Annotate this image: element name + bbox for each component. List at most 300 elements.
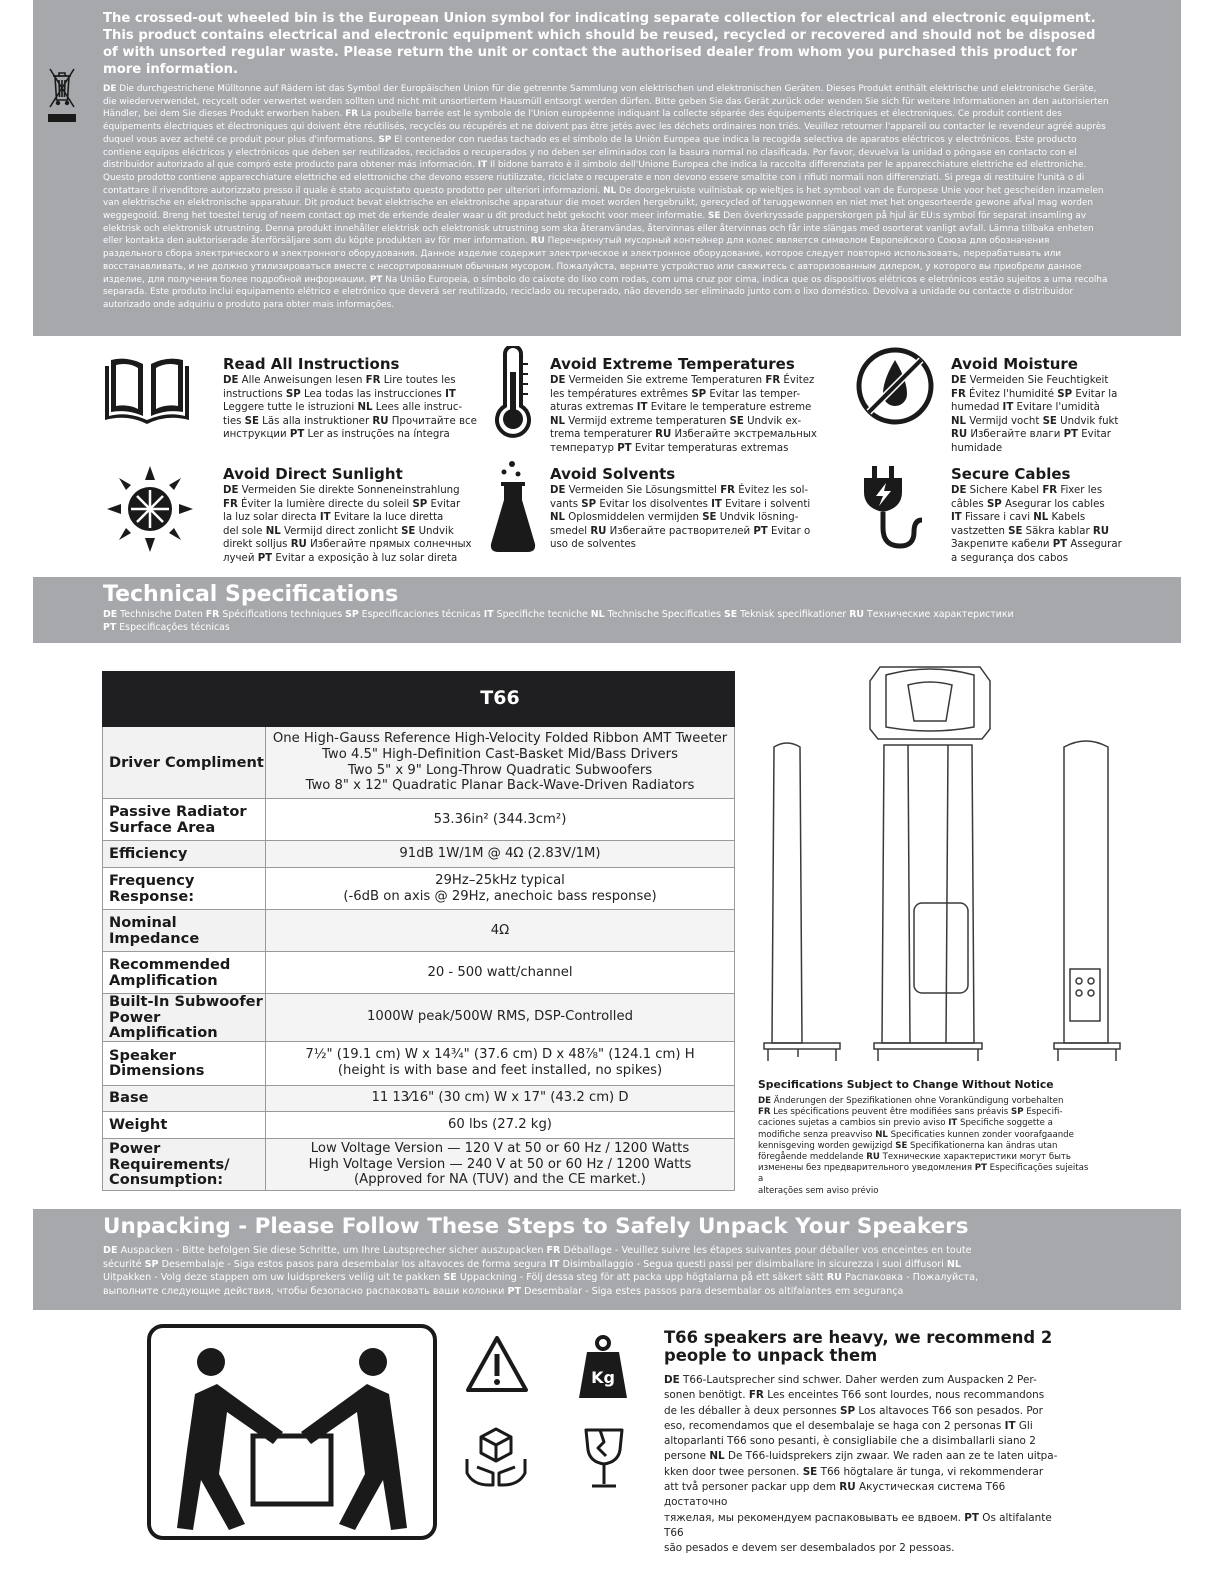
language-code: FR bbox=[720, 485, 735, 496]
language-code: FR bbox=[765, 375, 781, 386]
spec-value bbox=[266, 994, 735, 1042]
language-code: RU bbox=[839, 1481, 856, 1494]
translation-text: Die durchgestrichene Mülltonne auf Rädern ist das Symbol der Europäischen Union für die getrennte Sammlung von elektrischen und elektronischen Geräten. Dieses Produkt enthält elektrische und elektronische Geräte, die wiederverwendet, recycelt oder verwertet werden sollten und nicht mit unsortiertem Hausmüll entsorgt werden dürfen. Bitte geben Sie das Gerät zurück oder wenden Sie sich für weitere Informationen an den autorisierten Händler, bei dem Sie dieses Produkt erworben haben. bbox=[103, 84, 1109, 120]
language-code: DE bbox=[103, 1245, 118, 1256]
plug-cable-icon bbox=[862, 466, 926, 558]
language-code: NL bbox=[550, 415, 566, 427]
translation-text: Fixer les bbox=[1057, 485, 1103, 496]
translation-text: sonen benötigt. bbox=[664, 1389, 749, 1402]
text-line bbox=[103, 1271, 1111, 1285]
translation-text: Закрепите кабели bbox=[951, 539, 1053, 551]
weee-lead-text: The crossed-out wheeled bin is the European Union symbol for indicating separate collection for electrical and electronic equipment. This product contains electrical and electronic equipment which should be reused, recycled or recovered and should not be disposed of with unsorted regular waste. Please return the unit or contact the authorised dealer from whom you purchased this product for more information. bbox=[103, 11, 1096, 77]
text-line bbox=[951, 442, 1151, 456]
no-moisture-icon bbox=[855, 346, 935, 426]
translation-text: Säkra kablar bbox=[1022, 525, 1093, 537]
language-code: RU bbox=[655, 429, 672, 441]
heavy-title-line: T66 speakers are heavy, we recommend 2 bbox=[664, 1328, 1053, 1347]
text-line bbox=[664, 1419, 1064, 1434]
spec-header-blank bbox=[103, 672, 266, 727]
translation-text: тяжелая, мы рекомендуем распаковывать ее вдвоем. bbox=[664, 1511, 965, 1524]
language-code: PT bbox=[617, 442, 632, 454]
language-code: IT bbox=[948, 1118, 958, 1129]
text-line bbox=[664, 1373, 1064, 1388]
language-code: SE bbox=[802, 1465, 818, 1478]
translation-text: a segurança dos cabos bbox=[951, 552, 1069, 564]
warning-title: Secure Cables bbox=[951, 465, 1071, 483]
spec-label bbox=[103, 952, 266, 994]
translation-text: температур bbox=[550, 442, 618, 454]
language-code: SP bbox=[691, 388, 707, 400]
warning-title: Avoid Direct Sunlight bbox=[223, 465, 403, 483]
heavy-notice-translations bbox=[664, 1373, 1064, 1557]
language-code: RU bbox=[530, 236, 545, 247]
language-code: SE bbox=[1008, 525, 1023, 537]
text-line bbox=[550, 511, 835, 525]
translation-text: são pesados e devem ser desembalados por 2 pessoas. bbox=[664, 1542, 955, 1555]
spec-value-line: (height is with base and feet installed, no spikes) bbox=[337, 1063, 663, 1079]
fragile-glass-icon bbox=[582, 1426, 626, 1490]
translation-text: Disimballaggio - Segua questi passi per disimballare in sicurezza i suoi diffusori bbox=[559, 1258, 947, 1270]
spec-row bbox=[103, 1138, 735, 1190]
translation-text: Избегайте влаги bbox=[967, 429, 1064, 441]
language-code: IT bbox=[477, 160, 488, 171]
spec-row bbox=[103, 1085, 735, 1111]
language-code: SP bbox=[378, 134, 392, 145]
warning-secure-cables bbox=[951, 465, 1151, 566]
spec-row bbox=[103, 841, 735, 868]
translation-text: Vermeiden Sie Lösungsmittel bbox=[565, 485, 721, 496]
language-code: SP bbox=[1011, 1107, 1024, 1118]
translation-text: Assegurar bbox=[1067, 539, 1122, 551]
language-code: IT bbox=[636, 402, 648, 414]
unpacking-band bbox=[33, 1209, 1181, 1310]
text-line bbox=[223, 538, 493, 552]
language-code: SP bbox=[412, 498, 428, 510]
heavy-title-line: people to unpack them bbox=[664, 1345, 878, 1365]
tech-spec-translations bbox=[103, 609, 1111, 634]
text-line bbox=[223, 428, 483, 442]
translation-text: Перечеркнутый мусорный контейнер для колес является символом Европейского Союза для обозначения раздельного сбора электрического и электронного оборудования. Данное изделие содержит электрическое и электронное оборудование, которое следует повторно использовать, перерабатывать или восстанавливать, и не должно утилизироваться вместе с несортированным обычным мусором. Пожалуйста, верните устройство или свяжитесь с авторизованным дилером, у которого вы приобрели данное изделие, для получения более подробной информации. bbox=[103, 236, 1082, 285]
spec-value bbox=[266, 1085, 735, 1111]
spec-value-line: (-6dB on axis @ 29Hz, anechoic bass response) bbox=[343, 888, 657, 904]
language-code: SE bbox=[895, 1140, 908, 1151]
spec-value-line: 7½" (19.1 cm) W x 14¾" (37.6 cm) D x 48⅞" (124.1 cm) H bbox=[305, 1047, 695, 1063]
warning-title: Avoid Solvents bbox=[550, 465, 676, 483]
text-line bbox=[223, 484, 493, 498]
text-line bbox=[951, 498, 1151, 512]
spec-value bbox=[266, 910, 735, 952]
translation-text: La poubelle barrée est le symbole de l'Union européenne indiquant la collecte séparée des équipements électriques et électroniques. Ce produit contient des équipements électriques et électroniques qui doivent être réutilisés, recyclés ou récupérés et ne doivent pas être jetés avec les déchets ordinaires non triés. Veuillez retourner l'appareil ou contacter le revendeur agréé auprès duquel vous avez acheté ce produit pour plus d'informations. bbox=[103, 109, 1106, 145]
warning-direct-sunlight bbox=[223, 465, 493, 566]
translation-text: Oplosmiddelen vermijden bbox=[565, 512, 703, 524]
translation-text: Распаковка - Пожалуйста, bbox=[841, 1272, 979, 1284]
text-line bbox=[664, 1449, 1064, 1464]
language-code: NL bbox=[951, 415, 967, 427]
speaker-side-view bbox=[764, 743, 840, 1061]
text-line bbox=[550, 428, 835, 442]
language-code: DE bbox=[223, 375, 239, 386]
text-line bbox=[951, 401, 1151, 415]
spec-value-line: 11 13⁄16" (30 cm) W x 17" (43.2 cm) D bbox=[371, 1090, 629, 1106]
warning-description bbox=[951, 374, 1151, 456]
text-line bbox=[550, 538, 835, 552]
spec-value-line: (Approved for NA (TUV) and the CE market.) bbox=[354, 1172, 646, 1188]
translation-text: vastzetten bbox=[951, 525, 1009, 537]
translation-text: Избегайте растворителей bbox=[606, 525, 754, 537]
language-code: IT bbox=[549, 1258, 560, 1270]
translation-text: Undvik lösning- bbox=[716, 512, 799, 524]
spec-value-line: Low Voltage Version — 120 V at 50 or 60 Hz / 1200 Watts bbox=[310, 1140, 690, 1156]
translation-text: Sichere Kabel bbox=[966, 485, 1043, 496]
spec-label-line: Frequency bbox=[109, 871, 195, 889]
spec-label bbox=[103, 1138, 266, 1190]
translation-text: Déballage - Veuillez suivre les étapes suivantes pour déballer vos enceintes en toute bbox=[560, 1245, 972, 1256]
translation-text: изменены без предварительного уведомления bbox=[758, 1163, 975, 1174]
translation-text: la luz solar directa bbox=[223, 512, 320, 524]
language-code: SE bbox=[702, 512, 717, 524]
heavy-speaker-notice bbox=[664, 1329, 1064, 1557]
translation-text: El contenedor con ruedas tachado es el símbolo de la Unión Europea que indica la recogida selectiva de aparatos eléctricos y electrónicos. Este producto contiene equipos eléctricos y electrónicos que deben ser reutilizados, reciclados o recuperados y no deben ser eliminados con la basura normal no clasificada. Por favor, devuelva la unidad o póngase en contacto con el distribuidor autorizado al que compró este producto para obtener más información. bbox=[103, 134, 1077, 171]
spec-value bbox=[266, 952, 735, 994]
language-code: SP bbox=[1057, 388, 1073, 400]
translation-text: humidade bbox=[951, 442, 1003, 454]
translation-text: alterações sem aviso prévio bbox=[758, 1185, 879, 1196]
spec-label bbox=[103, 1111, 266, 1138]
translation-text: Leggere tutte le istruzioni bbox=[223, 402, 358, 414]
language-code: DE bbox=[223, 485, 239, 496]
text-line bbox=[223, 401, 483, 415]
translation-text: uso de solventes bbox=[550, 539, 636, 551]
language-code: FR bbox=[345, 109, 359, 120]
spec-label-line: Built-In Subwoofer bbox=[109, 993, 263, 1010]
language-code: NL bbox=[709, 1450, 725, 1463]
text-line bbox=[223, 388, 483, 402]
translation-text: Asegurar los cables bbox=[1001, 498, 1105, 510]
spec-label-line: Consumption: bbox=[109, 1171, 224, 1189]
translation-text: Vermijd direct zonlicht bbox=[280, 525, 402, 537]
model-name: T66 bbox=[266, 672, 735, 727]
translation-text: Specificaties kunnen zonder voorafgaande bbox=[887, 1129, 1074, 1140]
translation-text: Uppackning - Följ dessa steg för att packa upp högtalarna på ett säkert sätt bbox=[456, 1272, 827, 1284]
spec-value-line: 53.36in² (344.3cm²) bbox=[433, 811, 567, 827]
language-code: NL bbox=[550, 512, 566, 524]
language-code: DE bbox=[951, 485, 967, 496]
translation-text: Lea todas las instrucciones bbox=[300, 388, 446, 400]
language-code: RU bbox=[849, 609, 865, 620]
text-line bbox=[550, 388, 835, 402]
spec-value-line: 29Hz–25kHz typical bbox=[435, 872, 565, 888]
translation-text: Desembalar - Siga estes passos para desembalar os altifalantes em segurança bbox=[521, 1285, 904, 1297]
language-code: PT bbox=[753, 525, 768, 537]
translation-text: Auspacken - Bitte befolgen Sie diese Schritte, um Ihre Lautsprecher sicher auszupacken bbox=[117, 1245, 547, 1256]
translation-text: Технические характеристики могут быть bbox=[879, 1152, 1071, 1163]
warning-description bbox=[550, 374, 835, 456]
text-line bbox=[664, 1434, 1064, 1449]
crossed-out-bin-icon bbox=[47, 64, 77, 126]
translation-text: Alle Anweisungen lesen bbox=[238, 375, 366, 386]
translation-text: T66-Lautsprecher sind schwer. Daher werden zum Auspacken 2 Per- bbox=[679, 1374, 1037, 1386]
unpacking-title: Unpacking - Please Follow These Steps to Safely Unpack Your Speakers bbox=[103, 1214, 969, 1239]
language-code: FR bbox=[223, 498, 238, 510]
language-code: RU bbox=[290, 539, 307, 551]
spec-value-line: 4Ω bbox=[490, 922, 510, 938]
spec-value-line: 1000W peak/500W RMS, DSP-Controlled bbox=[367, 1009, 633, 1025]
translation-text: Fissare i cavi bbox=[961, 512, 1034, 524]
spec-value-line: One High-Gauss Reference High-Velocity Folded Ribbon AMT Tweeter bbox=[272, 730, 728, 746]
warning-extreme-temperatures bbox=[550, 355, 835, 456]
translation-text: trema temperaturer bbox=[550, 429, 656, 441]
spec-value-line: High Voltage Version — 240 V at 50 or 60 Hz / 1200 Watts bbox=[308, 1156, 692, 1172]
spec-label-line: Recommended bbox=[109, 955, 231, 973]
translation-text: Evitare la luce diretta bbox=[330, 512, 444, 524]
translation-text: Прочитайте все bbox=[388, 415, 477, 427]
translation-text: Evitare l'umidità bbox=[1013, 402, 1100, 414]
translation-text: Los altavoces T66 son pesados. Por bbox=[855, 1404, 1043, 1417]
translation-text: Les enceintes T66 sont lourdes, nous recommandons bbox=[763, 1389, 1045, 1402]
spec-label-line: Power Amplification bbox=[109, 1008, 218, 1042]
text-line bbox=[550, 442, 835, 456]
spec-row bbox=[103, 910, 735, 952]
spec-header-row bbox=[103, 672, 735, 727]
translation-text: modifiche senza preavviso bbox=[758, 1129, 876, 1140]
heavy-notice-title bbox=[664, 1329, 1064, 1364]
translation-text: Änderungen der Spezifikationen ohne Vorankündigung vorbehalten bbox=[771, 1096, 1064, 1106]
text-line bbox=[758, 1130, 1093, 1141]
translation-text: Specifiche soggette a bbox=[957, 1118, 1053, 1129]
translation-text: ties bbox=[223, 415, 245, 427]
language-code: NL bbox=[875, 1129, 888, 1140]
spec-label bbox=[103, 1041, 266, 1085]
tech-spec-title: Technical Specifications bbox=[103, 582, 399, 607]
language-code: IT bbox=[951, 512, 962, 524]
translation-text: Vermeiden Sie Feuchtigkeit bbox=[966, 375, 1109, 386]
language-code: FR bbox=[951, 388, 966, 400]
translation-text: Ler as instruções na íntegra bbox=[304, 429, 450, 441]
translation-text: Lees alle instruc- bbox=[372, 402, 463, 414]
language-code: IT bbox=[483, 609, 494, 620]
translation-text: T66 högtalare är tunga, vi rekommenderar bbox=[817, 1465, 1044, 1478]
language-code: FR bbox=[546, 1245, 561, 1256]
translation-text: att två personer packar upp dem bbox=[664, 1481, 840, 1494]
language-code: RU bbox=[1092, 525, 1110, 537]
spec-value bbox=[266, 727, 735, 799]
spec-label-line: Base bbox=[109, 1089, 149, 1107]
speaker-front-view bbox=[874, 745, 982, 1061]
text-line bbox=[951, 538, 1151, 552]
spec-label bbox=[103, 994, 266, 1042]
spec-value-line: 60 lbs (27.2 kg) bbox=[448, 1116, 552, 1132]
translation-text: инструкции bbox=[223, 429, 290, 441]
text-line bbox=[758, 1163, 1093, 1185]
flask-icon bbox=[490, 460, 536, 554]
language-code: SP bbox=[285, 388, 301, 400]
language-code: IT bbox=[1002, 402, 1014, 414]
language-code: NL bbox=[265, 525, 281, 537]
spec-label-line: Dimensions bbox=[109, 1062, 205, 1080]
handle-with-care-icon bbox=[463, 1425, 529, 1489]
translation-text: De doorgekruiste vuilnisbak op wieltjes is het symbool van de Europese Unie voor het gescheiden inzamelen van elektrische en elektronische apparatuur. Dit product bevat elektrische en elektronische apparatuur die moet worden hergebruikt, gerecycled of teruggewonnen en niet met het ongesorteerde gewone afval mag worden weggegooid. Breng het toestel terug of neem contact op met de erkende dealer waar u dit product hebt gekocht voor meer informatie. bbox=[103, 185, 1104, 222]
translation-text: eso, recomendamos que el desembalaje se haga con 2 personas bbox=[664, 1419, 1005, 1432]
language-code: SP bbox=[840, 1404, 856, 1417]
spec-row bbox=[103, 868, 735, 910]
weee-notice bbox=[33, 0, 1181, 336]
translation-text: Läs alla instruktioner bbox=[258, 415, 373, 427]
text-line bbox=[103, 1244, 1111, 1258]
spec-value-line: Two 8" x 12" Quadratic Planar Back-Wave-Driven Radiators bbox=[305, 778, 695, 794]
two-person-lift-icon bbox=[147, 1324, 437, 1540]
translation-text: Evitar bbox=[427, 498, 461, 510]
spec-value-line: Two 4.5" High-Definition Cast-Basket Mid/Bass Drivers bbox=[322, 746, 678, 762]
translation-text: Spécifications techniques bbox=[219, 609, 346, 620]
spec-label-line: Power bbox=[109, 1140, 161, 1158]
tech-spec-band bbox=[33, 577, 1181, 643]
language-code: IT bbox=[1004, 1419, 1016, 1432]
language-code: DE bbox=[103, 84, 117, 94]
text-line bbox=[951, 374, 1151, 388]
language-code: IT bbox=[319, 512, 331, 524]
translation-text: Uitpakken - Volg deze stappen om uw luidsprekers veilig uit te pakken bbox=[103, 1272, 444, 1284]
language-code: FR bbox=[758, 1107, 771, 1118]
spec-label bbox=[103, 799, 266, 841]
translation-text: Technische Daten bbox=[117, 609, 206, 620]
translation-text: Undvik fukt bbox=[1056, 415, 1119, 427]
language-code: SE bbox=[443, 1272, 457, 1284]
unpacking-translations bbox=[103, 1244, 1111, 1298]
text-line bbox=[951, 388, 1151, 402]
language-code: NL bbox=[590, 609, 605, 620]
translation-text: Na União Europeia, o símbolo do caixote do lixo com rodas, com uma cruz por cima, indica que os dispositivos elétricos e eletrónicos estão sujeitos a uma recolha separada. Este produto inclui equipamento elétrico e eletrónico que deverá ser reutilizado, reciclado ou recuperado, não devendo ser eliminado junto com o lixo doméstico. Devolva a unidade ou contacte o distribuidor autorizado onde adquiriu o produto para obter mais informações. bbox=[103, 274, 1108, 310]
spec-label-line: Impedance bbox=[109, 929, 200, 947]
translation-text: Especificaciones técnicas bbox=[358, 609, 484, 620]
spec-label bbox=[103, 1085, 266, 1111]
weight-label: Kg bbox=[591, 1368, 615, 1387]
spec-label bbox=[103, 727, 266, 799]
translation-text: выполните следующие действия, чтобы безопасно распаковать ваши колонки bbox=[103, 1285, 508, 1297]
translation-text: les températures extrêmes bbox=[550, 388, 692, 400]
text-line bbox=[758, 1152, 1093, 1163]
warning-description bbox=[550, 484, 835, 552]
translation-text: instructions bbox=[223, 388, 286, 400]
translation-text: kken door twee personen. bbox=[664, 1465, 803, 1478]
spec-row bbox=[103, 1041, 735, 1085]
language-code: DE bbox=[664, 1374, 680, 1386]
text-line bbox=[223, 552, 493, 566]
translation-text: Vermijd extreme temperaturen bbox=[565, 415, 730, 427]
book-icon bbox=[105, 354, 189, 426]
warning-title: Read All Instructions bbox=[223, 355, 400, 373]
language-code: SP bbox=[581, 498, 597, 510]
text-line bbox=[103, 1258, 1111, 1272]
translation-text: Evitare i solventi bbox=[721, 498, 811, 510]
text-line bbox=[951, 415, 1151, 429]
spec-change-notice bbox=[758, 1078, 1093, 1197]
spec-label-line: Response: bbox=[109, 887, 195, 905]
language-code: SE bbox=[724, 609, 738, 620]
language-code: SP bbox=[144, 1258, 159, 1270]
text-line bbox=[223, 498, 493, 512]
text-line bbox=[951, 511, 1151, 525]
translation-text: Especificações técnicas bbox=[116, 621, 230, 633]
language-code: FR bbox=[748, 1389, 764, 1402]
language-code: DE bbox=[103, 609, 118, 620]
translation-text: Évitez bbox=[780, 375, 815, 386]
language-code: PT bbox=[507, 1285, 522, 1297]
speaker-drawings bbox=[758, 663, 1128, 1068]
spec-label bbox=[103, 841, 266, 868]
text-line bbox=[951, 525, 1151, 539]
text-line bbox=[223, 415, 483, 429]
text-line bbox=[550, 415, 835, 429]
text-line bbox=[223, 374, 483, 388]
language-code: FR bbox=[365, 375, 381, 386]
translation-text: smedel bbox=[550, 525, 591, 537]
text-line bbox=[758, 1107, 1093, 1118]
translation-text: Specifikationerna kan ändras utan bbox=[907, 1140, 1058, 1151]
language-code: SP bbox=[986, 498, 1002, 510]
translation-text: Os altifalante T66 bbox=[664, 1511, 1052, 1539]
spec-value-line: 91dB 1W/1M @ 4Ω (2.83V/1M) bbox=[399, 846, 601, 862]
translation-text: Technische Specificaties bbox=[604, 609, 725, 620]
text-line bbox=[664, 1511, 1064, 1542]
translation-text: Vermeiden Sie extreme Temperaturen bbox=[565, 375, 766, 386]
language-code: PT bbox=[103, 621, 117, 633]
language-code: SE bbox=[708, 211, 721, 222]
language-code: SP bbox=[345, 609, 359, 620]
language-code: NL bbox=[946, 1258, 962, 1270]
text-line bbox=[664, 1480, 1064, 1511]
spec-value bbox=[266, 799, 735, 841]
translation-text: câbles bbox=[951, 498, 987, 510]
translation-text: humedad bbox=[951, 402, 1003, 414]
language-code: DE bbox=[951, 375, 967, 386]
text-line bbox=[664, 1404, 1064, 1419]
text-line bbox=[550, 525, 835, 539]
text-line bbox=[664, 1388, 1064, 1403]
translation-text: kennisgeving worden gewijzigd bbox=[758, 1140, 896, 1151]
translation-text: Les spécifications peuvent être modifiées sans préavis bbox=[770, 1107, 1012, 1118]
translation-text: persone bbox=[664, 1450, 710, 1463]
language-code: NL bbox=[1033, 512, 1049, 524]
spec-value bbox=[266, 841, 735, 868]
warning-description bbox=[223, 484, 493, 566]
language-code: DE bbox=[550, 375, 566, 386]
translation-text: Évitez les sol- bbox=[735, 485, 809, 496]
language-code: NL bbox=[357, 402, 373, 414]
spec-value bbox=[266, 1111, 735, 1138]
text-line bbox=[103, 609, 1111, 622]
translation-text: Kabels bbox=[1048, 512, 1086, 524]
spec-label-line: Requirements/ bbox=[109, 1155, 230, 1173]
translation-text: del sole bbox=[223, 525, 266, 537]
translation-text: Избегайте прямых солнечных bbox=[306, 539, 472, 551]
language-code: RU bbox=[826, 1272, 842, 1284]
translation-text: caciones sujetas a cambios sin previo aviso bbox=[758, 1118, 949, 1129]
text-line bbox=[664, 1465, 1064, 1480]
language-code: SE bbox=[729, 415, 744, 427]
weight-shape bbox=[577, 1334, 629, 1400]
translation-text: de les déballer à deux personnes bbox=[664, 1404, 840, 1417]
warning-description bbox=[951, 484, 1151, 566]
language-code: FR bbox=[205, 609, 220, 620]
language-code: PT bbox=[369, 274, 383, 285]
translation-text: aturas extremas bbox=[550, 402, 637, 414]
spec-value bbox=[266, 1138, 735, 1190]
translation-text: Éviter la lumière directe du soleil bbox=[237, 498, 413, 510]
spec-value-line: Two 5" x 9" Long-Throw Quadratic Subwoofers bbox=[347, 762, 653, 778]
notice-title: Specifications Subject to Change Without Notice bbox=[758, 1078, 1054, 1091]
text-line bbox=[664, 1541, 1064, 1556]
translation-text: sécurité bbox=[103, 1258, 145, 1270]
